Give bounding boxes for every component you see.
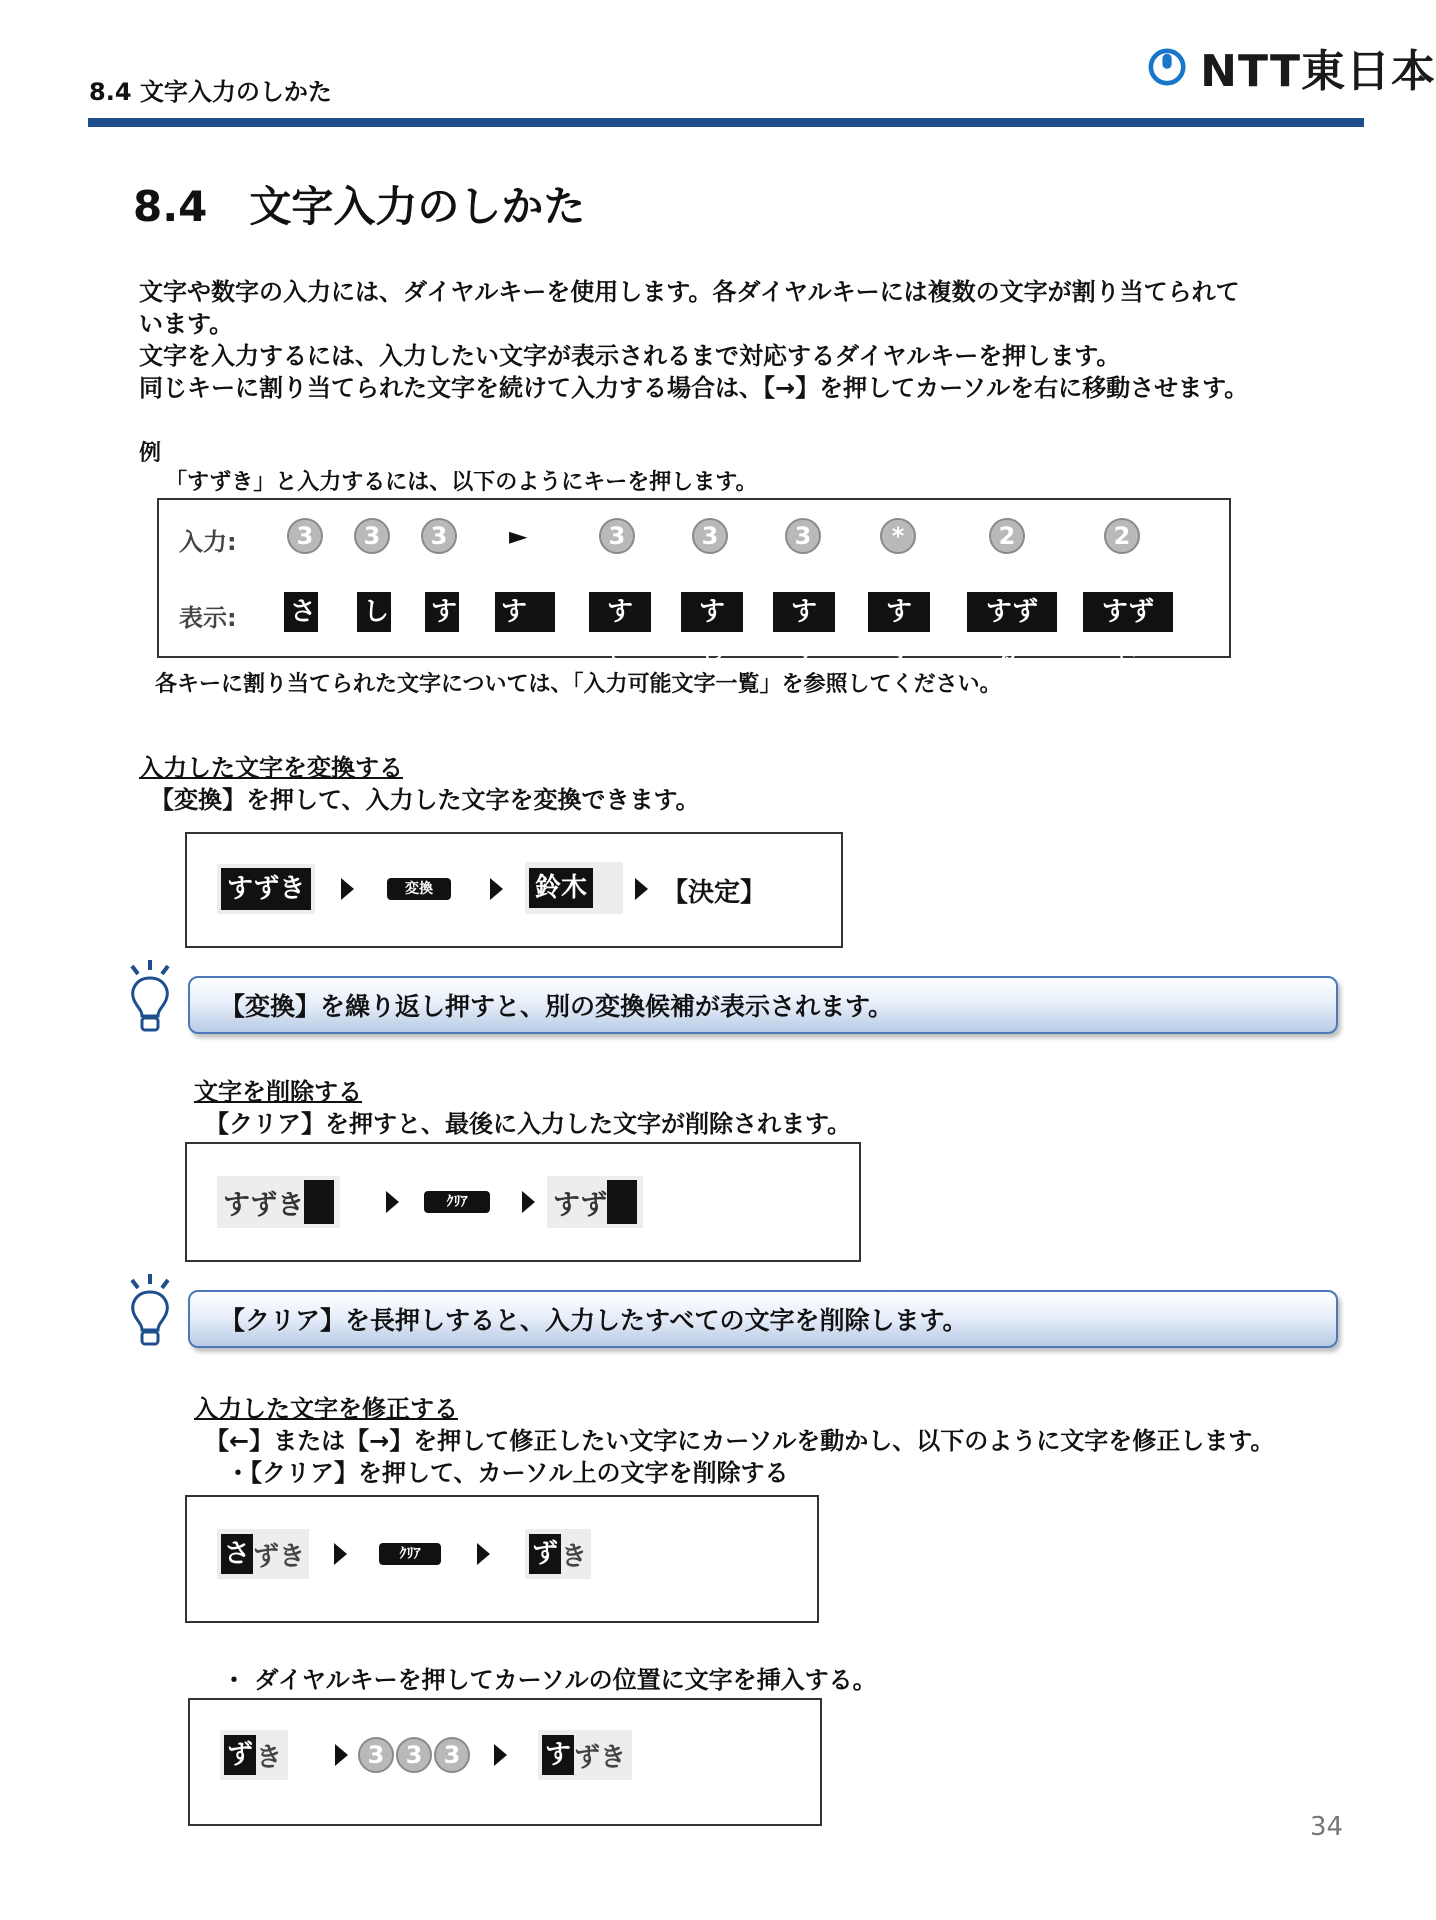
logo-text: NTT東日本 (1200, 46, 1436, 97)
key-3-icon: 3 (358, 1737, 394, 1773)
cursor-block (304, 1180, 334, 1224)
delete-from-text: すずき (223, 1189, 305, 1221)
intro-line-2: います。 (139, 310, 234, 338)
key-3-icon: 3 (434, 1737, 470, 1773)
convert-from-text: すずき (221, 868, 311, 910)
display-susu: すす (773, 592, 835, 632)
arrow-icon (334, 1543, 347, 1565)
input-label: 入力: (179, 528, 237, 556)
arrow-icon (341, 878, 354, 900)
example-key-table (157, 498, 1231, 667)
ntt-logo-icon (1148, 34, 1186, 100)
correct-bullet-2: ・ ダイヤルキーを押してカーソルの位置に文字を挿入する。 (222, 1666, 877, 1694)
correct-desc: 【←】または【→】を押して修正したい文字にカーソルを動かし、以下のように文字を修正します。 (205, 1427, 1275, 1455)
delete-to-field (547, 1176, 643, 1228)
key-3-icon: 3 (692, 518, 728, 554)
delete-heading: 文字を削除する (194, 1078, 362, 1106)
confirm-key-label: 【決定】 (662, 878, 767, 908)
arrow-icon (490, 878, 503, 900)
correct-heading: 入力した文字を修正する (194, 1395, 458, 1423)
display-sa: さ (284, 592, 318, 632)
page-title: 8.4 文字入力のしかた (133, 182, 586, 231)
correct2-cursor-char: ず (224, 1735, 256, 1775)
correct-example-1-box (185, 1495, 819, 1623)
right-arrow-key-icon: ► (509, 522, 528, 550)
correct1-from-field (217, 1529, 309, 1579)
tip-clear-longpress (188, 1290, 1338, 1348)
key-2-icon: 2 (989, 518, 1025, 554)
key-3-icon: 3 (287, 518, 323, 554)
correct-example-2-box (188, 1698, 822, 1826)
lightbulb-icon (124, 1272, 176, 1352)
convert-heading: 入力した文字を変換する (139, 754, 403, 782)
arrow-icon (635, 878, 648, 900)
delete-to-text: すず (553, 1189, 608, 1221)
intro-line-3: 文字を入力するには、入力したい文字が表示されるまで対応するダイヤルキーを押します。 (139, 342, 1121, 370)
display-label: 表示: (179, 604, 237, 632)
correct2-to-cursor: す (542, 1735, 574, 1775)
arrow-icon (522, 1191, 535, 1213)
delete-desc: 【クリア】を押すと、最後に入力した文字が削除されます。 (205, 1110, 852, 1138)
intro-line-1: 文字や数字の入力には、ダイヤルキーを使用します。各ダイヤルキーには複数の文字が割り当てられて (139, 278, 1240, 306)
clear-key-icon: ｸﾘｱ (379, 1543, 441, 1565)
example-note: 各キーに割り当てられた文字については、「入力可能文字一覧」を参照してください。 (155, 672, 1002, 697)
tip-convert-text: 【変換】を繰り返し押すと、別の変換候補が表示されます。 (220, 992, 894, 1021)
delete-from-field (217, 1176, 340, 1228)
tip-clear-text: 【クリア】を長押しすると、入力したすべての文字を削除します。 (220, 1306, 968, 1335)
tip-convert-repeat (188, 976, 1338, 1034)
henkan-key-icon: 変換 (387, 878, 451, 900)
display-sushi: すし (681, 592, 743, 632)
convert-example-box (185, 832, 843, 948)
page-number: 34 (1310, 1812, 1344, 1842)
correct1-to-field (525, 1529, 591, 1579)
correct2-to-field (538, 1730, 632, 1780)
delete-example-box (185, 1142, 861, 1262)
correct2-rest: き (256, 1742, 283, 1773)
arrow-icon (335, 1744, 348, 1766)
header-rule (88, 118, 1364, 127)
key-3-icon: 3 (785, 518, 821, 554)
display-suzuki: すずき (1083, 592, 1173, 632)
correct1-to-rest: き (561, 1541, 588, 1572)
key-asterisk-icon: * (880, 518, 916, 554)
lightbulb-icon (124, 958, 176, 1038)
arrow-icon (494, 1744, 507, 1766)
key-2-icon: 2 (1104, 518, 1140, 554)
correct1-to-cursor: ず (529, 1534, 561, 1574)
key-3-icon: 3 (354, 518, 390, 554)
arrow-icon (477, 1543, 490, 1565)
example-heading: 例 (139, 441, 162, 466)
display-su-cursor: す (495, 592, 555, 632)
convert-from-field (217, 864, 315, 914)
key-3-icon: 3 (421, 518, 457, 554)
display-suzu: すず (868, 592, 930, 632)
clear-key-icon: ｸﾘｱ (424, 1191, 490, 1213)
ntt-logo (1148, 34, 1436, 100)
arrow-icon (386, 1191, 399, 1213)
correct-bullet-1: ・【クリア】を押して、カーソル上の文字を削除する (226, 1459, 789, 1487)
header-section-title: 8.4 文字入力のしかた (89, 78, 332, 106)
intro-line-4: 同じキーに割り当てられた文字を続けて入力する場合は、【→】を押してカーソルを右に移動させます。 (139, 374, 1249, 402)
convert-to-field (525, 862, 623, 914)
convert-to-text: 鈴木 (529, 868, 593, 908)
cursor-block (607, 1180, 637, 1224)
convert-desc: 【変換】を押して、入力した文字を変換できます。 (150, 786, 700, 814)
display-shi: し (357, 592, 391, 632)
key-3-icon: 3 (599, 518, 635, 554)
display-susa: すさ (589, 592, 651, 632)
correct1-rest: ずき (253, 1541, 306, 1572)
display-su: す (425, 592, 459, 632)
correct2-from-field (220, 1730, 288, 1780)
display-suzuka: すずか (967, 592, 1057, 632)
correct1-cursor-char: さ (221, 1534, 253, 1574)
correct2-to-rest: ずき (574, 1742, 627, 1773)
key-3-icon: 3 (396, 1737, 432, 1773)
example-desc: 「すずき」と入力するには、以下のようにキーを押します。 (165, 470, 758, 495)
